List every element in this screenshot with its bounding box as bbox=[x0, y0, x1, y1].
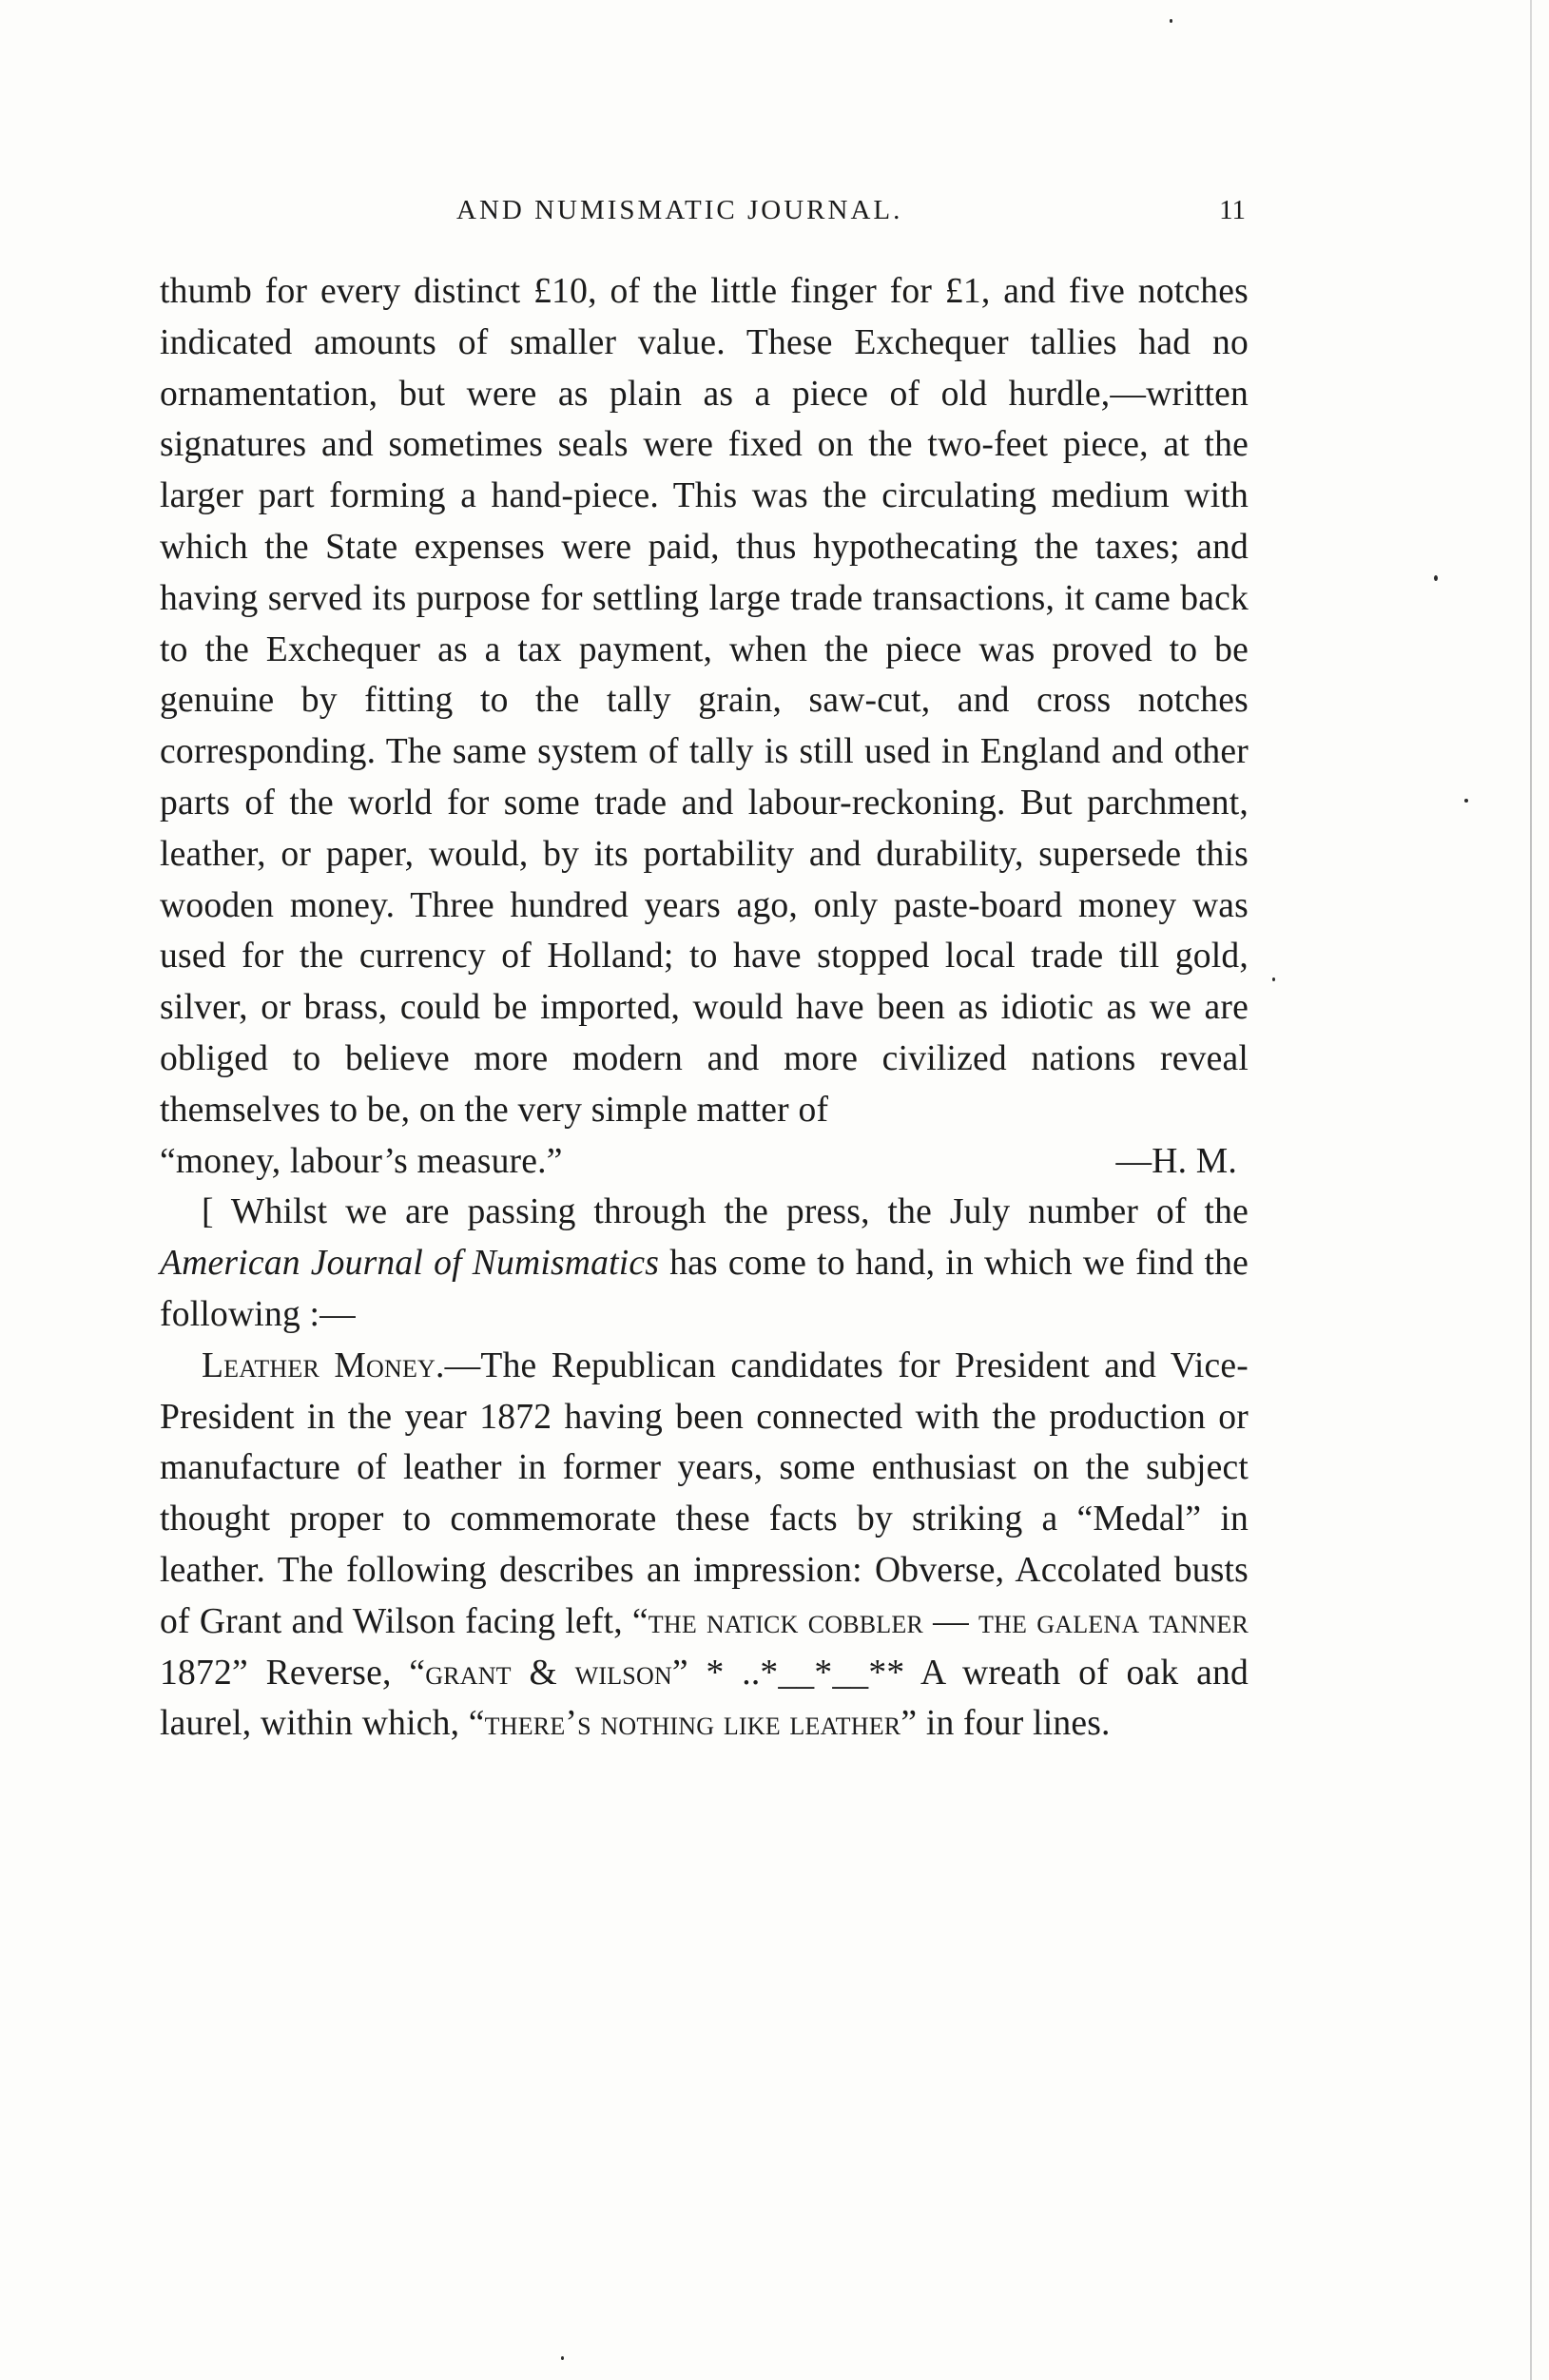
leather-money-paragraph bbox=[160, 1341, 1249, 1750]
reverse-legend-motto: there’s nothing like leather bbox=[484, 1704, 901, 1744]
editor-note-end: has come to hand, in which we find the following :— bbox=[160, 1244, 1249, 1334]
ink-speck bbox=[1272, 977, 1275, 981]
ink-speck bbox=[1434, 575, 1438, 581]
leather-text-2: ” Reverse, “ bbox=[231, 1653, 426, 1693]
leather-text-1: —The Republican candidates for President and Vice-President in the year 1872 having been connected with the production or manufacture of leather in former years, some enthusiast on the subject thought proper to commemorate these facts by striking a “Medal” in leather. The following describes an impression: Obverse, Accolated busts of Grant and Wilson facing left, “ bbox=[160, 1345, 1249, 1641]
leather-text-4: ” in four lines. bbox=[900, 1704, 1111, 1744]
leather-money-heading: Leather Money. bbox=[202, 1345, 445, 1385]
leather-text-3: ” * ..*__*__** A wreath of oak and laurel, within which, “ bbox=[160, 1653, 1249, 1744]
editor-note-start: [ Whilst we are passing through the press, the July number of the bbox=[202, 1192, 1249, 1232]
closing-quote: “money, labour’s measure.” bbox=[160, 1141, 563, 1181]
obverse-legend: the natick cobbler — the galena tanner 1872 bbox=[160, 1601, 1249, 1693]
reverse-legend-names: grant & wilson bbox=[425, 1653, 672, 1693]
quote-closing-line bbox=[160, 1136, 1249, 1188]
ink-speck bbox=[1464, 799, 1468, 803]
page-header bbox=[162, 195, 1246, 242]
journal-title: American Journal of Numismatics bbox=[160, 1244, 660, 1284]
body-text bbox=[160, 266, 1249, 1750]
running-head: AND NUMISMATIC JOURNAL. bbox=[456, 195, 903, 225]
editor-note bbox=[160, 1187, 1249, 1340]
scan-edge bbox=[1530, 0, 1532, 2380]
ink-speck bbox=[1170, 19, 1172, 23]
author-signature: —H. M. bbox=[1115, 1141, 1237, 1181]
paragraph-tally-history: thumb for every distinct £10, of the little finger for £1, and five notches indicated amounts of smaller value. These Exchequer tallies had no ornamentation, but were as plain as a piece of old hurdle,—written signatures and sometimes seals were fixed on the two-feet piece, at the larger part forming a hand-piece. This was the circulating medium with which the State expenses were paid, thus hypothecating the taxes; and having served its purpose for settling large trade transactions, it came back to the Exchequer as a tax payment, when the piece was proved to be genuine by fitting to the tally grain, saw-cut, and cross notches corresponding. The same system of tally is still used in England and other parts of the world for some trade and labour-reckoning. But parchment, leather, or paper, would, by its portability and durability, supersede this wooden money. Three hundred years ago, only paste-board money was used for the currency of Holland; to have stopped local trade till gold, silver, or brass, could be imported, would have been as idiotic as we are obliged to believe more modern and more civilized nations reveal themselves to be, on the very simple matter of bbox=[160, 272, 1249, 1130]
ink-speck bbox=[561, 2356, 564, 2360]
page-number: 11 bbox=[1219, 195, 1246, 225]
